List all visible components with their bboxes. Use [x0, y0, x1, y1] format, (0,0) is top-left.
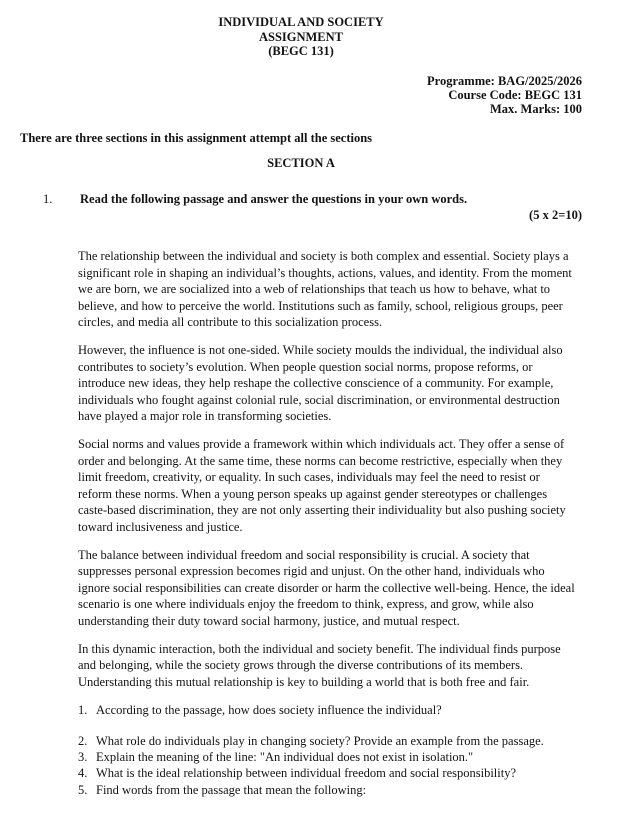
- passage-questions-list: [78, 702, 588, 798]
- question-text: Find words from the passage that mean the following:: [96, 782, 367, 797]
- max-marks-line: Max. Marks: 100: [490, 101, 582, 116]
- question-number: 5.: [78, 782, 88, 797]
- question-text: What is the ideal relationship between individual freedom and social responsibility?: [96, 766, 517, 781]
- question-1-heading: [20, 191, 582, 207]
- question-1-heading-number: 1.: [43, 191, 53, 206]
- question-1-heading-text: Read the following passage and answer the questions in your own words.: [80, 191, 468, 206]
- document-title-line-3: (BEGC 131): [268, 44, 334, 59]
- document-title: [20, 15, 582, 59]
- section-a-heading: SECTION A: [267, 156, 335, 171]
- question-number: 3.: [78, 749, 88, 764]
- question-1-marks: (5 x 2=10): [529, 208, 582, 222]
- course-meta-block: [20, 74, 582, 116]
- assignment-instruction: There are three sections in this assignment attempt all the sections: [20, 130, 373, 145]
- passage-paragraph: However, the influence is not one-sided. While society moulds the individual, the individual also contributes to society’s evolution. When people question social norms, propose reforms, or introduce new ideas, they help reshape the collective conscience of a community. For example, individuals who fought against colonial rule, social discrimination, or environmental destruction have played a major role in transforming societies.: [78, 343, 563, 424]
- passage-paragraph: The balance between individual freedom and social responsibility is crucial. A society that suppresses personal expression becomes rigid and unjust. On the other hand, individuals who ignore social responsibilities can create disorder or harm the collective well-being. Hence, the ideal scenario is one where individuals enjoy the freedom to think, express, and grow, while also understanding their duty toward social harmony, justice, and mutual respect.: [78, 547, 575, 628]
- passage-question-item: [78, 782, 588, 798]
- question-text: What role do individuals play in changing society? Provide an example from the passage.: [96, 733, 544, 748]
- passage-paragraph: Social norms and values provide a framework within which individuals act. They offer a sense of order and belonging. At the same time, these norms can become restrictive, especially when they limit freedom, creativity, or equality. In such cases, individuals may feel the need to resist or reform these norms. When a young person speaks up against gender stereotypes or challenges caste-based discrimination, they are not only asserting their individuality but also pushing society toward inclusiveness and justice.: [78, 437, 566, 534]
- passage-paragraph: In this dynamic interaction, both the individual and society benefit. The individual finds purpose and belonging, while the society grows through the diverse contributions of its members. Understanding this mutual relationship is key to building a world that is both free and fair.: [78, 641, 561, 689]
- document-title-line-1: INDIVIDUAL AND SOCIETY: [218, 15, 384, 29]
- passage-question-item: [78, 765, 588, 781]
- reading-passage: [78, 248, 575, 690]
- question-text: Explain the meaning of the line: "An individual does not exist in isolation.": [96, 749, 474, 764]
- question-number: 4.: [78, 766, 88, 781]
- document-title-line-2: ASSIGNMENT: [258, 29, 344, 44]
- question-text: According to the passage, how does society influence the individual?: [96, 703, 442, 718]
- question-number: 2.: [78, 733, 88, 748]
- course-code-line: Course Code: BEGC 131: [448, 87, 582, 102]
- passage-paragraph: The relationship between the individual and society is both complex and essential. Society plays a significant role in shaping an individual’s thoughts, actions, values, and identity. From the moment we are born, we are socialized into a web of relationships that teach us how to behave, what to believe, and how to perceive the world. Institutions such as family, school, religious groups, peer circles, and media all contribute to this socialization process.: [78, 249, 572, 330]
- passage-question-item: [78, 749, 588, 765]
- passage-question-item: [78, 733, 588, 749]
- passage-question-item: [78, 702, 588, 718]
- programme-line: Programme: BAG/2025/2026: [427, 73, 582, 88]
- question-number: 1.: [78, 703, 88, 718]
